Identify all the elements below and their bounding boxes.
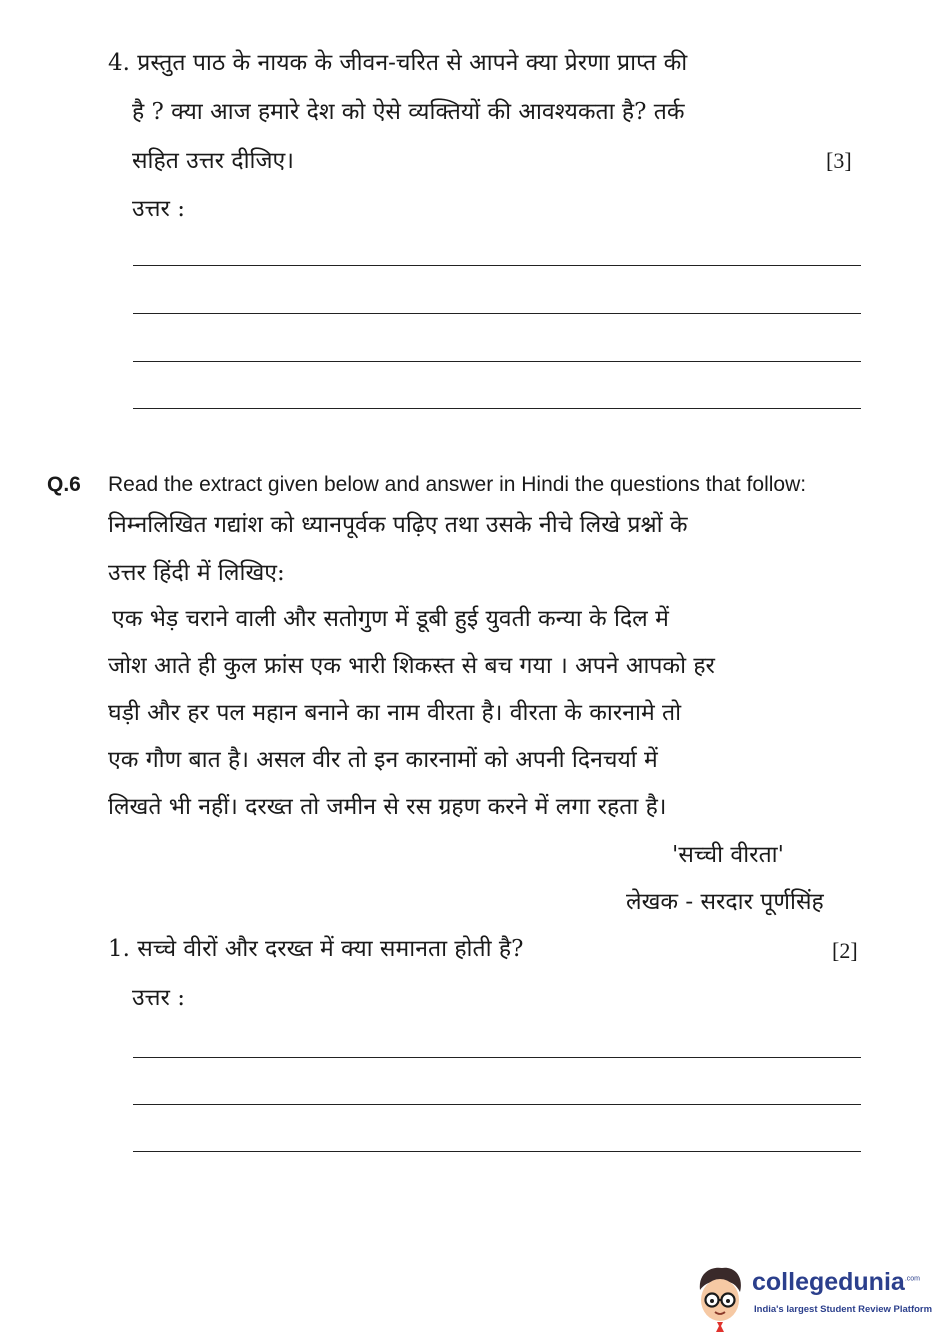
instruction-hindi-line-1: निम्नलिखित गद्यांश को ध्यानपूर्वक पढ़िए तथा उसके नीचे लिखे प्रश्नों के bbox=[108, 512, 688, 538]
answer-line[interactable] bbox=[133, 1057, 861, 1058]
question-4-marks: [3] bbox=[826, 148, 852, 173]
logo-tagline: India's largest Student Review Platform bbox=[754, 1304, 933, 1315]
sub-question-1: 1. सच्चे वीरों और दरख्त में क्या समानता होती है? bbox=[108, 936, 524, 962]
answer-line[interactable] bbox=[133, 265, 861, 266]
answer-line[interactable] bbox=[133, 408, 861, 409]
answer-line[interactable] bbox=[133, 1104, 861, 1105]
passage-line: जोश आते ही कुल फ्रांस एक भारी शिकस्त से बच गया । अपने आपको हर bbox=[108, 653, 715, 679]
passage-line: एक भेड़ चराने वाली और सतोगुण में डूबी हुई युवती कन्या के दिल में bbox=[112, 606, 669, 632]
instruction-hindi-line-2: उत्तर हिंदी में लिखिए: bbox=[108, 560, 285, 586]
passage-line: घड़ी और हर पल महान बनाने का नाम वीरता है। वीरता के कारनामे तो bbox=[108, 700, 682, 726]
passage-line: एक गौण बात है। असल वीर तो इन कारनामों को अपनी दिनचर्या में bbox=[108, 747, 658, 773]
answer-label: उत्तर : bbox=[132, 196, 185, 222]
author: लेखक - सरदार पूर्णसिंह bbox=[626, 889, 824, 915]
answer-line[interactable] bbox=[133, 313, 861, 314]
sub-question-1-marks: [2] bbox=[832, 938, 858, 963]
source-title: 'सच्ची वीरता' bbox=[672, 842, 784, 868]
answer-label: उत्तर : bbox=[132, 985, 185, 1011]
passage-line: लिखते भी नहीं। दरख्त तो जमीन से रस ग्रहण करने में लगा रहता है। bbox=[108, 794, 667, 820]
answer-line[interactable] bbox=[133, 1151, 861, 1152]
collegedunia-logo bbox=[690, 1262, 933, 1332]
question-4-line-2: है ? क्या आज हमारे देश को ऐसे व्यक्तियों की आवश्यकता है? तर्क bbox=[132, 99, 685, 125]
instruction-english: Read the extract given below and answer in Hindi the questions that follow: bbox=[108, 473, 807, 496]
logo-wordmark: collegedunia$^{.com}$ bbox=[752, 1268, 920, 1296]
question-4-line-1: 4. प्रस्तुत पाठ के नायक के जीवन-चरित से आपने क्या प्रेरणा प्राप्त की bbox=[108, 50, 688, 76]
question-4-line-3: सहित उत्तर दीजिए। bbox=[132, 148, 294, 174]
question-number: Q.6 bbox=[47, 473, 81, 496]
answer-line[interactable] bbox=[133, 361, 861, 362]
mascot-icon bbox=[690, 1262, 750, 1332]
